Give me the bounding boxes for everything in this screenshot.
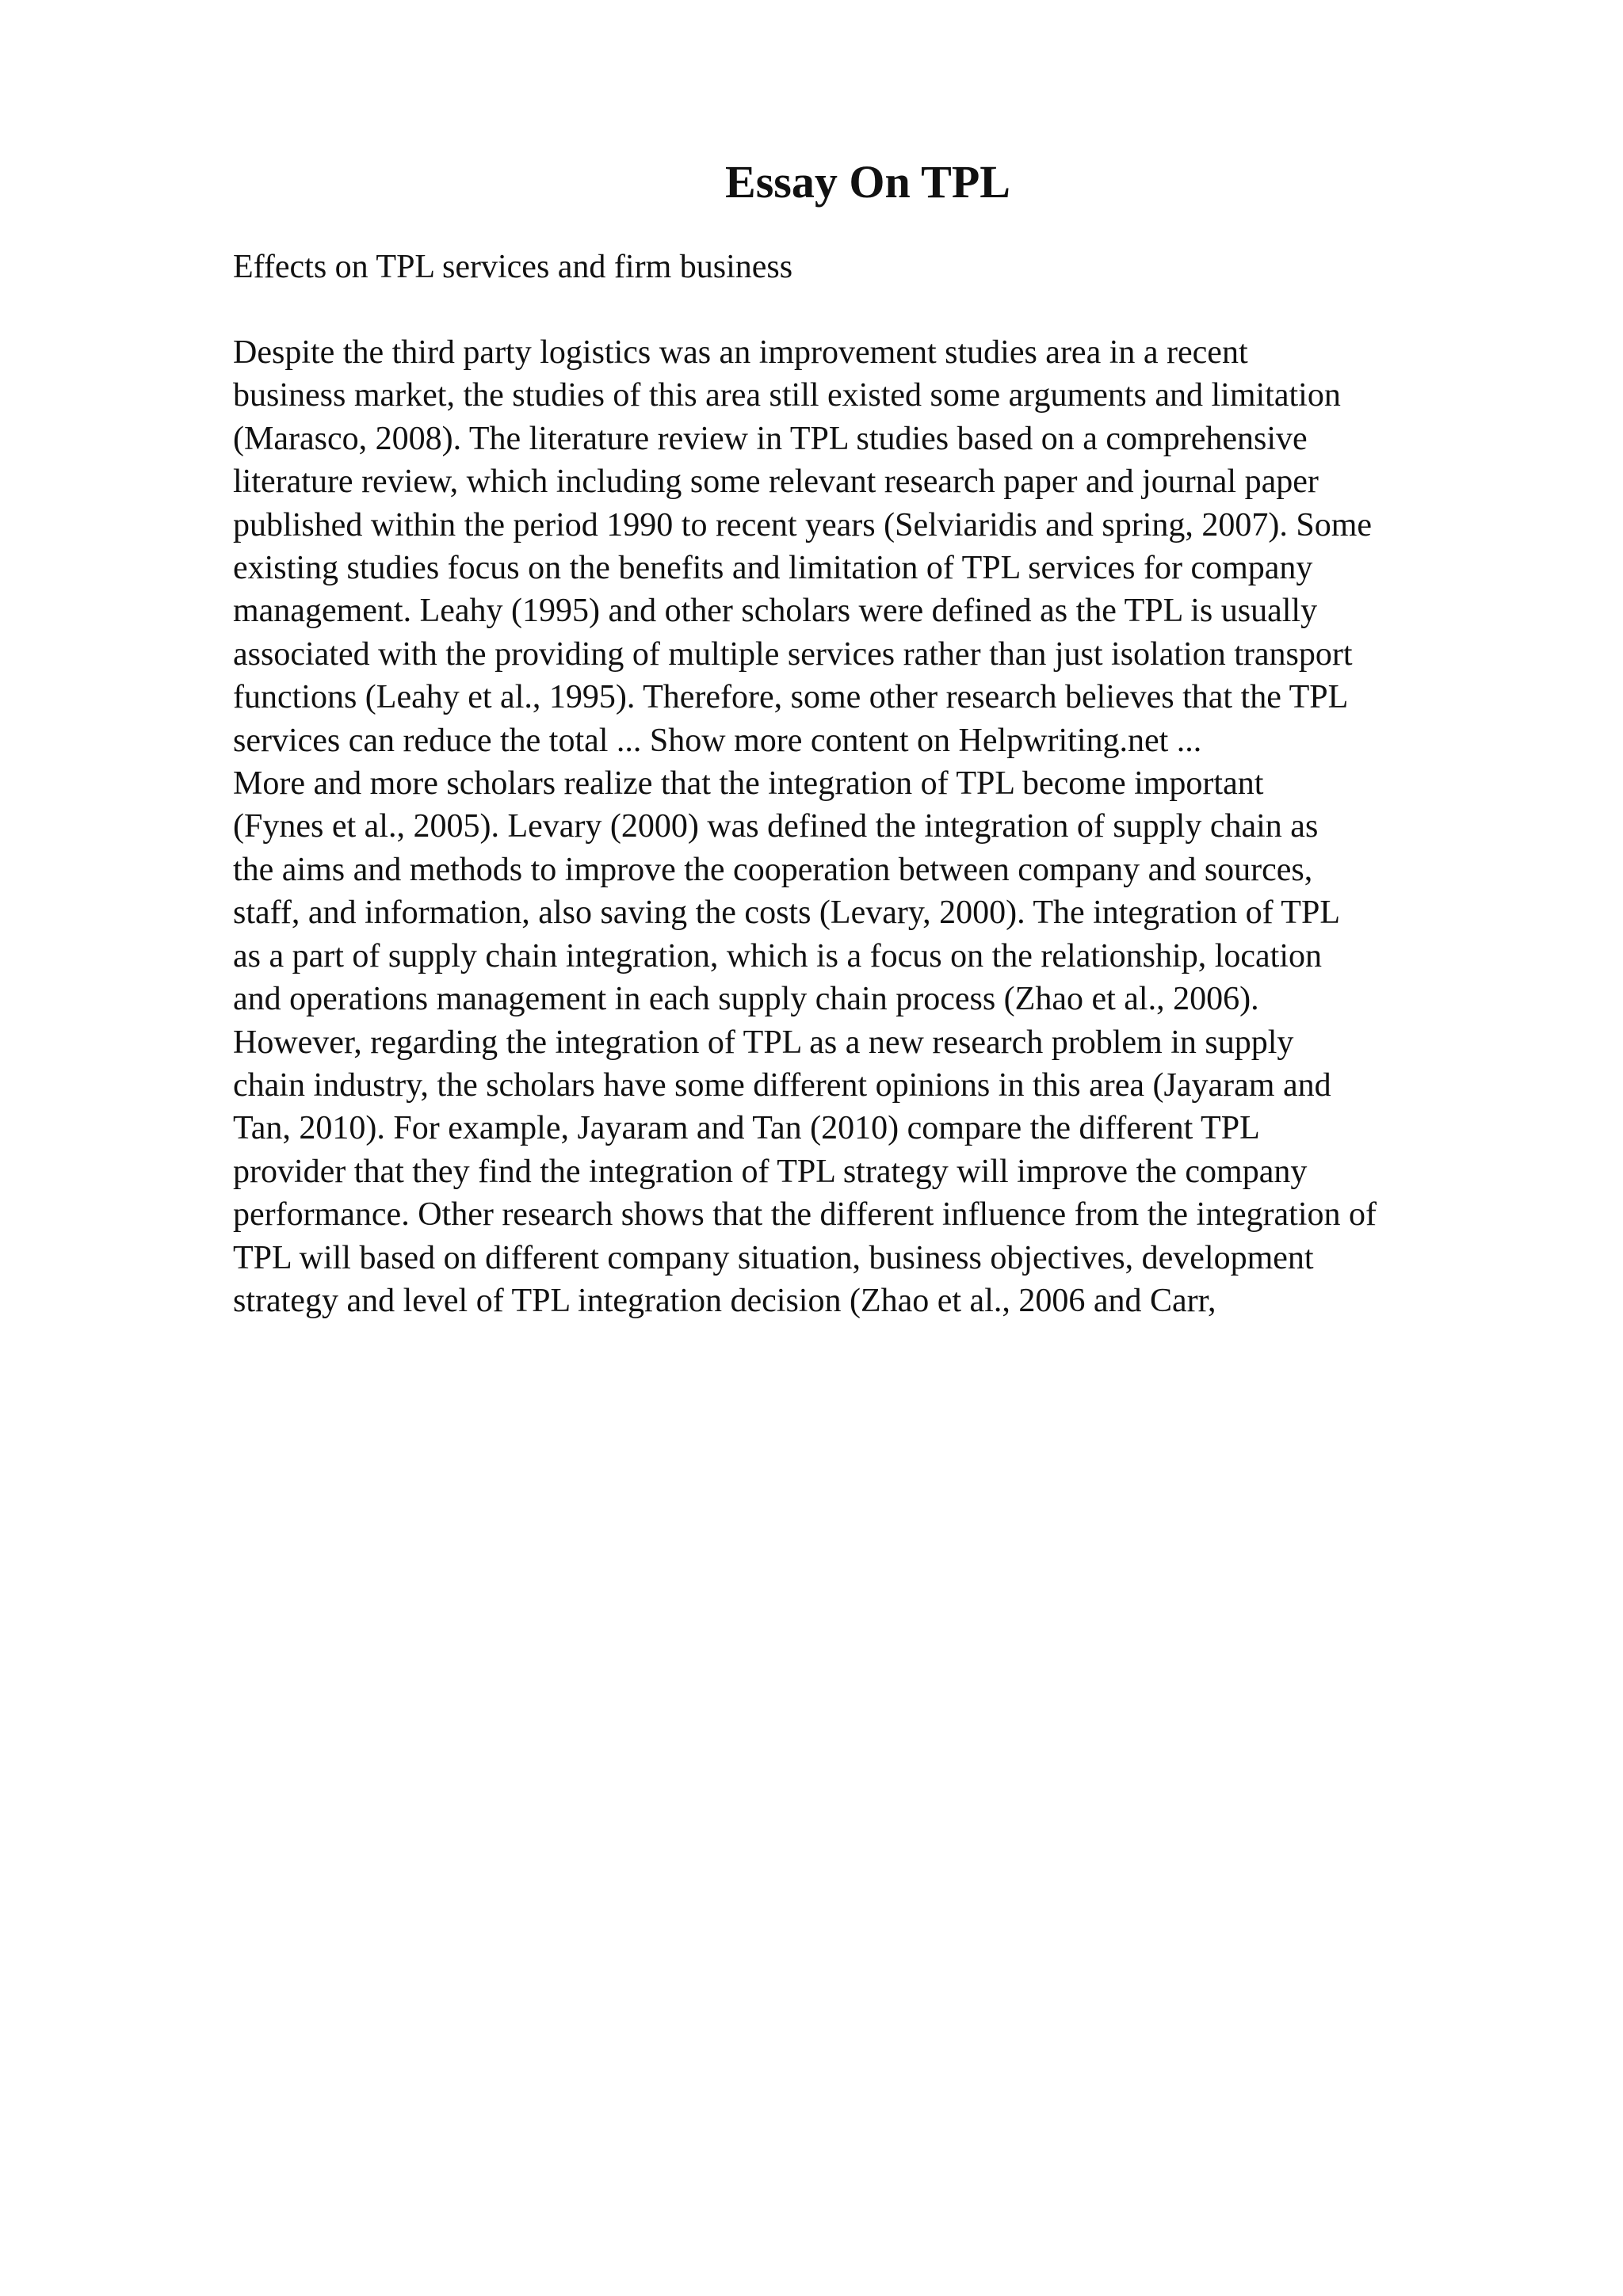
body-line: services can reduce the total ... Show more content on Helpwriting.net ... [233,722,1202,759]
body-line: performance. Other research shows that the different influence from the integration of [233,1196,1377,1234]
body-line: functions (Leahy et al., 1995). Therefore, some other research believes that the TPL [233,679,1349,716]
body-line: the aims and methods to improve the cooperation between company and sources, [233,851,1313,888]
body-line: (Marasco, 2008). The literature review in TPL studies based on a comprehensive [233,420,1308,457]
body-line: provider that they find the integration of TPL strategy will improve the company [233,1153,1308,1190]
body-line: business market, the studies of this area still existed some arguments and limitation [233,377,1341,414]
body-line: staff, and information, also saving the costs (Levary, 2000). The integration of TPL [233,894,1340,932]
body-line: (Fynes et al., 2005). Levary (2000) was defined the integration of supply chain as [233,808,1319,845]
body-line: Despite the third party logistics was an improvement studies area in a recent [233,334,1248,371]
body-line: published within the period 1990 to recent years (Selviaridis and spring, 2007). Some [233,506,1373,543]
body-line: literature review, which including some relevant research paper and journal paper [233,463,1319,501]
body-line: strategy and level of TPL integration decision (Zhao et al., 2006 and Carr, [233,1282,1216,1319]
document-subtitle: Effects on TPL services and firm business [233,249,793,285]
body-line: chain industry, the scholars have some different opinions in this area (Jayaram and [233,1066,1331,1104]
body-line: and operations management in each supply chain process (Zhao et al., 2006). [233,981,1259,1018]
body-line: More and more scholars realize that the integration of TPL become important [233,765,1264,803]
body-line: associated with the providing of multiple services rather than just isolation transport [233,635,1353,673]
document-body [233,331,1533,1322]
body-line: TPL will based on different company situation, business objectives, development [233,1239,1314,1276]
body-line: However, regarding the integration of TPL as a new research problem in supply [233,1024,1294,1061]
body-line: as a part of supply chain integration, which is a focus on the relationship, location [233,937,1322,974]
document-title: Essay On TPL [725,156,1010,208]
body-line: management. Leahy (1995) and other scholars were defined as the TPL is usually [233,593,1318,630]
body-line: Tan, 2010). For example, Jayaram and Tan (2010) compare the different TPL [233,1110,1260,1147]
body-line: existing studies focus on the benefits and limitation of TPL services for company [233,550,1313,587]
